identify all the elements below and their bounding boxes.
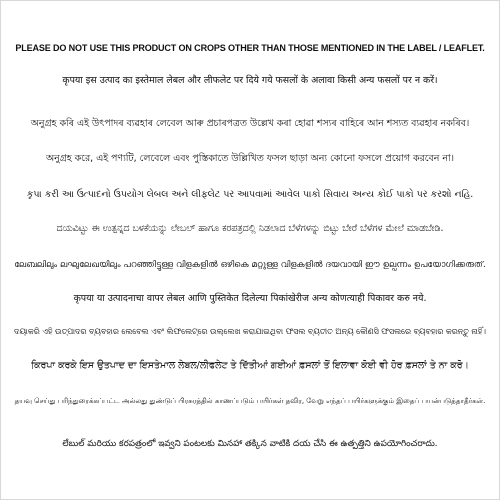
tamil-warning: தயவு செய்து பரிந்துரைக்கப்பட்ட அல்லது துண்டுப் பிரசுரத்தில் காணப்படும் பயிர்கள் தவிர, வேறு எந்தப் பயிர்களுக்கும் இதைப் பயன்படுத்தாதீர்கள். — [14, 396, 486, 405]
hindi-warning: कृपया इस उत्पाद का इस्तेमाल लेबल और लीफलेट पर दिये गये फसलों के अलावा किसी अन्य फसलों पर न करें। — [62, 75, 438, 86]
marathi-warning: कृपया या उत्पादनाचा वापर लेबल आणि पुस्तिकेत दिलेल्या पिकांखेरीज अन्य कोणत्याही पिकावर करु नये. — [73, 293, 427, 304]
assamese-warning: অনুগ্ৰহ কৰি এই উৎপাদৰ ব্যৱহাৰ লেবেল আৰু প্ৰচাৰপত্ৰত উল্লেখ কৰা হোৱা শস্যৰ বাহিৰে আন শস্যত ব্যৱহাৰ নকৰিব। — [30, 118, 470, 129]
odia-warning: ଦୟାକରି ଏହି ଉତ୍ପାଦର ବ୍ୟବହାର ଲେବେଲ ଏବଂ ଲିଫଲେଟ୍‌ରେ ଉଲ୍ଲେଖ କରାଯାଇଥିବା ଫସଲ ବ୍ୟତୀତ ଅନ୍ୟ କୌଣସି ଫସଲରେ ବ୍ୟବହାର କରନ୍ତୁ ନାହିଁ। — [14, 327, 486, 336]
telugu-warning: లేబుల్ మరియు కరపత్రంలో ఇవ్వని పంటలకు మినహా తక్కిన వాటికి దయ చేసి ఈ ఉత్పత్తిని ఉపయోగించరాదు. — [62, 439, 438, 449]
gujarati-warning: કૃપા કરી આ ઉત્પાદનો ઉપયોગ લેબલ અને લીફલેટ પર આપવામાં આવેલ પાકો સિવાય અન્ય કોઈ પાકો પર કરશો નહિ. — [26, 189, 474, 200]
malayalam-warning: ലേബലിലും ലഘുലേഖയിലും പറഞ്ഞിട്ടുള്ള വിളകളിൽ ഒഴികെ മറ്റുള്ള വിളകളിൽ ദയവായി ഈ ഉല്പന്നം ഉപയോഗിക്കരുത്. — [14, 260, 486, 270]
kannada-warning: ದಯವಿಟ್ಟು ಈ ಉತ್ಪನ್ನದ ಬಳಕೆಯನ್ನು ಲೇಬಲ್ ಹಾಗೂ ಕರಪತ್ರದಲ್ಲಿ ನಿಡಲಾದ ಬೆಳೆಗಳನ್ನು ಬಿಟ್ಟು ಬೇರೆ ಬೆಳೆಗಳ ಮೇಲೆ ಮಾಡಬೇಡಿ. — [56, 223, 444, 234]
bengali-warning: অনুগ্রহ করে, এই পণ্যটি, লেবেলে এবং পুস্তিকাতে উল্লিখিত ফসল ছাড়া অন্য কোনো ফসলে প্রয়োগ করবেন না। — [45, 153, 454, 164]
english-warning: PLEASE DO NOT USE THIS PRODUCT ON CROPS OTHER THAN THOSE MENTIONED IN THE LABEL / LEAFLET. — [15, 43, 485, 53]
punjabi-warning: ਕਿਰਪਾ ਕਰਕੇ ਇਸ ਉਤਪਾਦ ਦਾ ਇਸਤੇਮਾਲ ਲੇਬਲ/ਲੀਫਲੇਟ ਤੇ ਦਿੱਤੀਆਂ ਗਈਆਂ ਫ਼ਸਲਾਂ ਤੋਂ ਇਲਾਵਾ ਕੋਈ ਵੀ ਹੋਰ ਫ਼ਸਲਾਂ ਤੇ ਨਾ ਕਰੋ। — [31, 360, 469, 371]
